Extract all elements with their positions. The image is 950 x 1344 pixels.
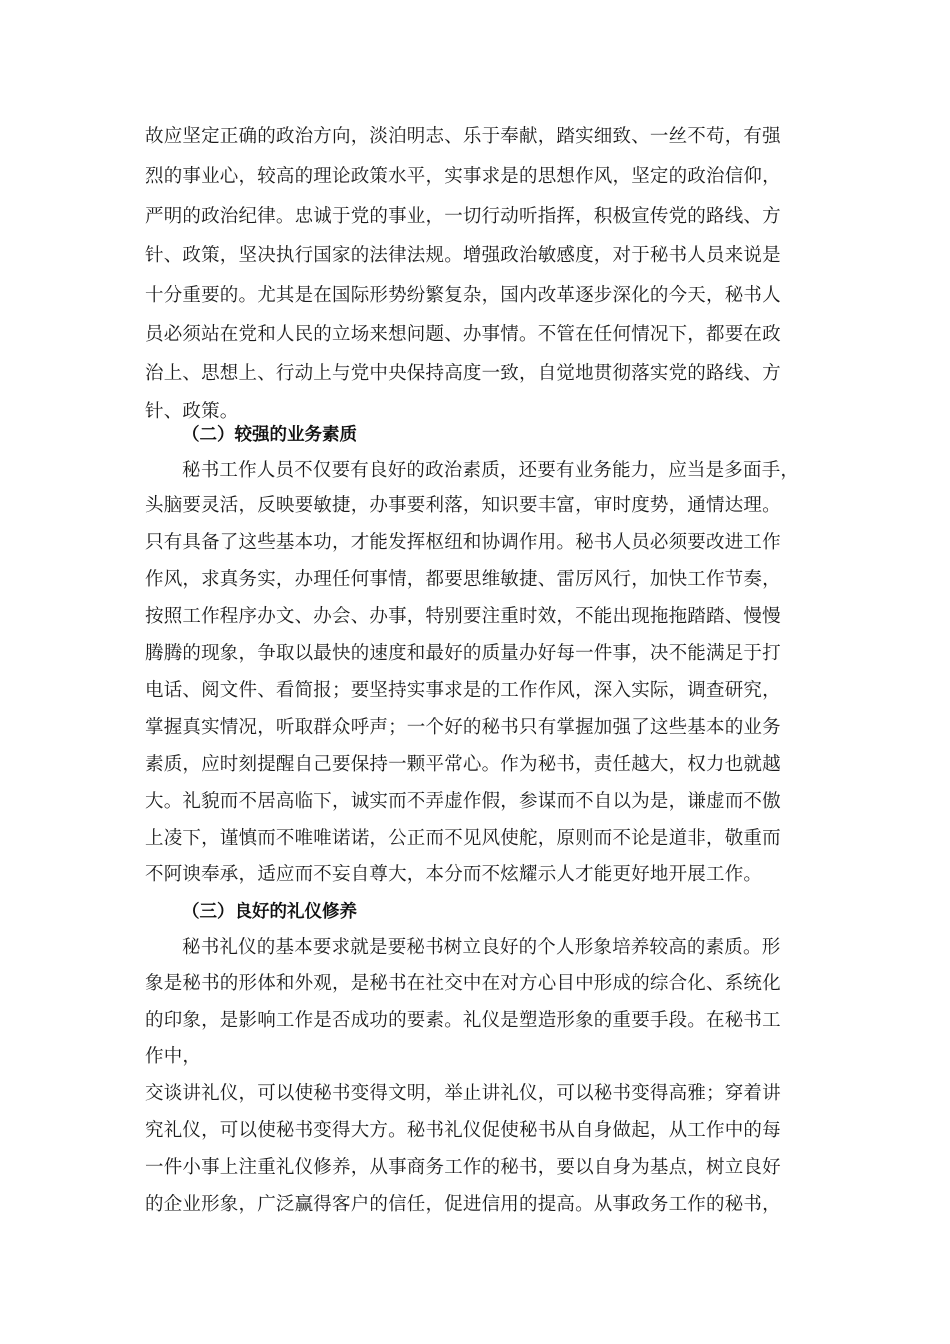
paragraph-line: 大。礼貌而不居高临下，诚实而不弄虚作假，参谋而不自以为是，谦虚而不傲: [145, 791, 781, 812]
paragraph-line: 的印象，是影响工作是否成功的要素。礼仪是塑造形象的重要手段。在秘书工: [145, 1010, 781, 1031]
paragraph-line: 只有具备了这些基本功，才能发挥枢纽和协调作用。秘书人员必须要改进工作: [145, 532, 781, 553]
paragraph-line: 十分重要的。尤其是在国际形势纷繁复杂，国内改革逐步深化的今天，秘书人: [145, 285, 781, 306]
paragraph-line: 腾腾的现象，争取以最快的速度和最好的质量办好每一件事，决不能满足于打: [145, 643, 781, 664]
paragraph-line: 素质，应时刻提醒自己要保持一颗平常心。作为秘书，责任越大，权力也就越: [145, 754, 781, 775]
paragraph-line: 烈的事业心，较高的理论政策水平，实事求是的思想作风，坚定的政治信仰，: [145, 166, 781, 187]
paragraph-line: 上凌下，谨慎而不唯唯诺诺，公正而不见风使舵，原则而不论是道非，敬重而: [145, 828, 781, 849]
paragraph-line: 针、政策。: [145, 401, 239, 422]
paragraph-line: 按照工作程序办文、办会、办事，特别要注重时效，不能出现拖拖踏踏、慢慢: [145, 606, 781, 627]
paragraph-line: 作风，求真务实，办理任何事情，都要思维敏捷、雷厉风行，加快工作节奏，: [145, 569, 781, 590]
paragraph-line: 故应坚定正确的政治方向，淡泊明志、乐于奉献，踏实细致、一丝不苟，有强: [145, 126, 781, 147]
paragraph-line: 针、政策，坚决执行国家的法律法规。增强政治敏感度，对于秘书人员来说是: [145, 245, 781, 266]
paragraph-line: 严明的政治纪律。忠诚于党的事业，一切行动听指挥，积极宣传党的路线、方: [145, 206, 781, 227]
section-heading: （三）良好的礼仪修养: [182, 902, 357, 922]
paragraph-line: 一件小事上注重礼仪修养，从事商务工作的秘书，要以自身为基点，树立良好: [145, 1157, 781, 1178]
paragraph-line: 不阿谀奉承，适应而不妄自尊大，本分而不炫耀示人才能更好地开展工作。: [145, 864, 763, 885]
paragraph-line: 电话、阅文件、看简报；要坚持实事求是的工作作风，深入实际，调查研究，: [145, 680, 781, 701]
paragraph-line: 秘书工作人员不仅要有良好的政治素质，还要有业务能力，应当是多面手，: [182, 460, 800, 481]
paragraph-line: 秘书礼仪的基本要求就是要秘书树立良好的个人形象培养较高的素质。形: [182, 937, 781, 958]
paragraph-line: 头脑要灵活，反映要敏捷，办事要利落，知识要丰富，审时度势，通情达理。: [145, 495, 781, 516]
section-heading: （二）较强的业务素质: [182, 425, 357, 445]
paragraph-line: 员必须站在党和人民的立场来想问题、办事情。不管在任何情况下，都要在政: [145, 324, 781, 345]
paragraph-line: 掌握真实情况，听取群众呼声；一个好的秘书只有掌握加强了这些基本的业务: [145, 717, 781, 738]
paragraph-line: 究礼仪，可以使秘书变得大方。秘书礼仪促使秘书从自身做起，从工作中的每: [145, 1120, 781, 1141]
paragraph-line: 作中，: [145, 1046, 202, 1067]
paragraph-line: 治上、思想上、行动上与党中央保持高度一致，自觉地贯彻落实党的路线、方: [145, 363, 781, 384]
paragraph-line: 的企业形象，广泛赢得客户的信任，促进信用的提高。从事政务工作的秘书，: [145, 1194, 781, 1215]
paragraph-line: 象是秘书的形体和外观，是秘书在社交中在对方心目中形成的综合化、系统化: [145, 973, 781, 994]
paragraph-line: 交谈讲礼仪，可以使秘书变得文明，举止讲礼仪，可以秘书变得高雅；穿着讲: [145, 1083, 781, 1104]
